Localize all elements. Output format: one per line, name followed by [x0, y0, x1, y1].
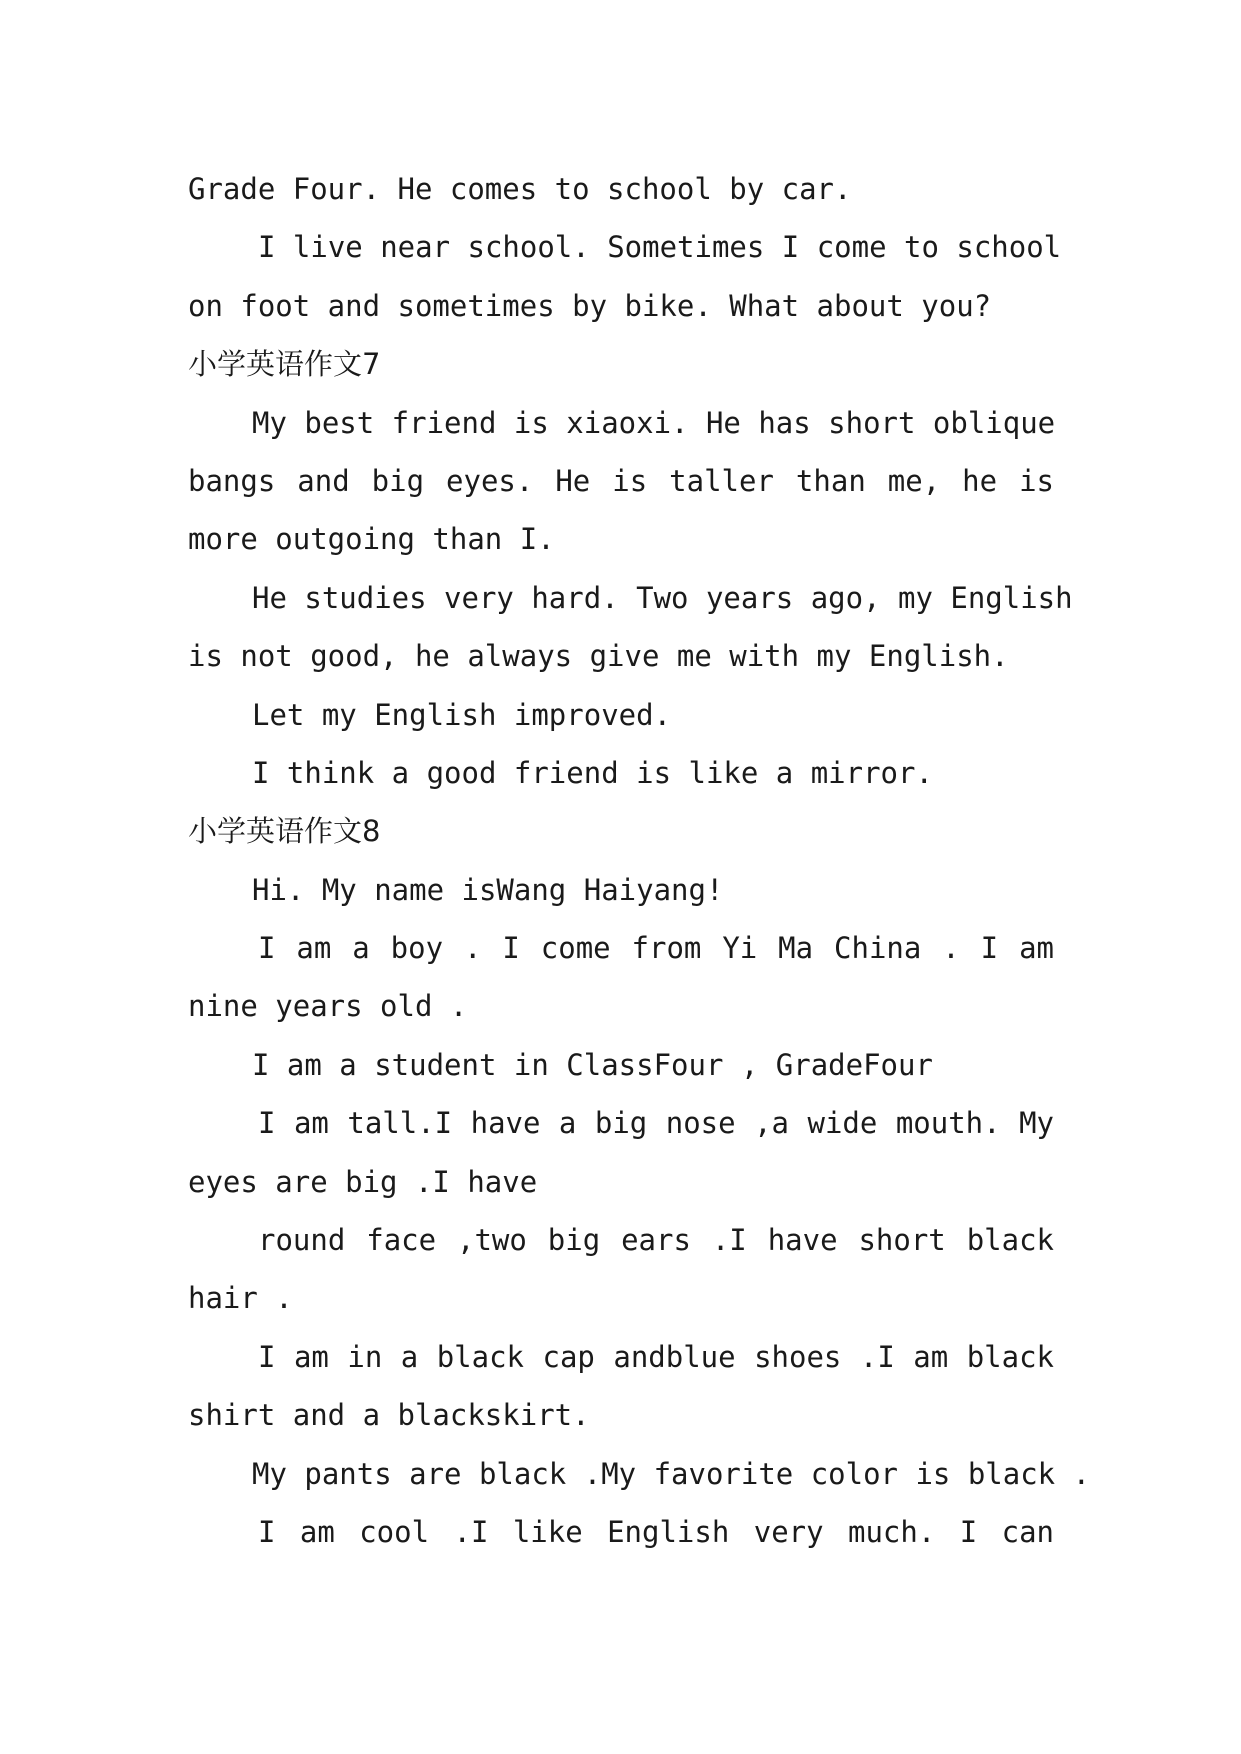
- text-line: I am cool .I like English very much. I can: [258, 1514, 1054, 1549]
- section-heading: 小学英语作文8: [188, 814, 381, 849]
- text-line: bangs and big eyes. He is taller than me, he is: [188, 463, 1054, 498]
- text-line: eyes are big .I have: [188, 1164, 538, 1199]
- document-body: [188, 160, 1091, 1561]
- text-line: Grade Four. He comes to school by car.: [188, 172, 852, 206]
- text-line: I live near school. Sometimes I come to school: [258, 230, 1062, 265]
- text-line: I am tall.I have a big nose ,a wide mouth. My: [258, 1106, 1054, 1141]
- text-line: I am in a black cap andblue shoes .I am black: [258, 1339, 1054, 1374]
- text-line: My pants are black .My favorite color is black .: [252, 1456, 1091, 1491]
- text-line: nine years old .: [188, 989, 468, 1024]
- text-line: Hi. My name isWang Haiyang!: [252, 872, 724, 907]
- text-line: shirt and a blackskirt.: [188, 1398, 590, 1433]
- text-line: My best friend is xiaoxi. He has short oblique: [252, 405, 1056, 440]
- text-line: He studies very hard. Two years ago, my English: [252, 580, 1073, 615]
- text-line: is not good, he always give me with my English.: [188, 639, 1009, 674]
- text-line: hair .: [188, 1281, 293, 1316]
- text-line: I think a good friend is like a mirror.: [252, 755, 933, 790]
- text-line: round face ,two big ears .I have short black: [258, 1223, 1054, 1258]
- text-line: more outgoing than I.: [188, 522, 555, 557]
- text-line: on foot and sometimes by bike. What about you?: [188, 288, 992, 323]
- text-line: Let my English improved.: [252, 697, 672, 732]
- text-line: I am a boy . I come from Yi Ma China . I am: [258, 931, 1054, 966]
- text-line: I am a student in ClassFour , GradeFour: [252, 1047, 933, 1082]
- section-heading: 小学英语作文7: [188, 347, 381, 382]
